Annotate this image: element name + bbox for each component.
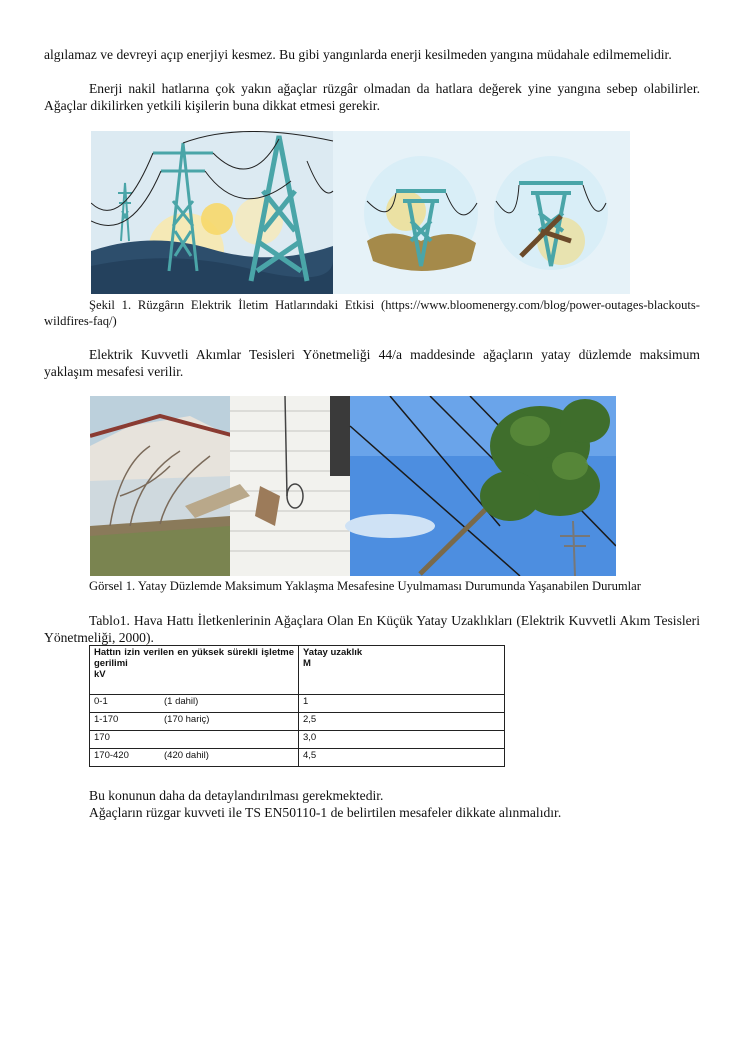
paragraph-3: Elektrik Kuvvetli Akımlar Tesisleri Yönetmeliği 44/a maddesinde ağaçların yatay düzlemde maksimum yaklaşım mesafesi verilir. (44, 347, 700, 379)
paragraph-6: Ağaçların rüzgar kuvveti ile TS EN50110-1 de belirtilen mesafeler dikkate alınmalıdır. (89, 805, 562, 820)
figure-1-caption: Şekil 1. Rüzgârın Elektrik İletim Hatlarındaki Etkisi (https://www.bloomenergy.com/blog/power-outages-blackouts-wildfires-faq/) (44, 298, 700, 328)
table-header-voltage: Hattın izin verilen en yüksek sürekli işletme gerilimi kV (90, 646, 299, 695)
paragraph-2: Enerji nakil hatlarına çok yakın ağaçlar rüzgâr olmadan da hatlara değerek yine yangına sebep olabilirler. Ağaçlar dikilirken yetkili kişilerin buna dikkat etmesi gerekir. (44, 81, 700, 113)
table-row: 0-1 (1 dahil) 1 (90, 695, 505, 713)
table-caption: Tablo1. Hava Hattı İletkenlerinin Ağaçlara Olan En Küçük Yatay Uzaklıkları (Elektrik Kuvvetli Akım Tesisleri Yönetmeliği, 2000). (44, 613, 700, 645)
table-header-row (90, 646, 505, 695)
distance-table (89, 645, 505, 767)
paragraph-1: algılamaz ve devreyi açıp enerjiyi kesmez. Bu gibi yangınlarda enerji kesilmeden yangına müdahale edilmemelidir. (44, 47, 672, 62)
table-header-distance: Yatay uzaklık M (299, 646, 505, 695)
paragraph-5: Bu konunun daha da detaylandırılması gerekmektedir. (89, 788, 384, 803)
figure-2-caption: Görsel 1. Yatay Düzlemde Maksimum Yaklaşma Mesafesine Uyulmaması Durumunda Yaşanabilen Durumlar (89, 579, 641, 593)
table-row: 170-420 (420 dahil) 4,5 (90, 749, 505, 767)
table-row: 1-170 (170 hariç) 2,5 (90, 713, 505, 731)
figure-2-photos (90, 396, 616, 576)
figure-1-illustration (91, 131, 630, 294)
table-row: 170 3,0 (90, 731, 505, 749)
